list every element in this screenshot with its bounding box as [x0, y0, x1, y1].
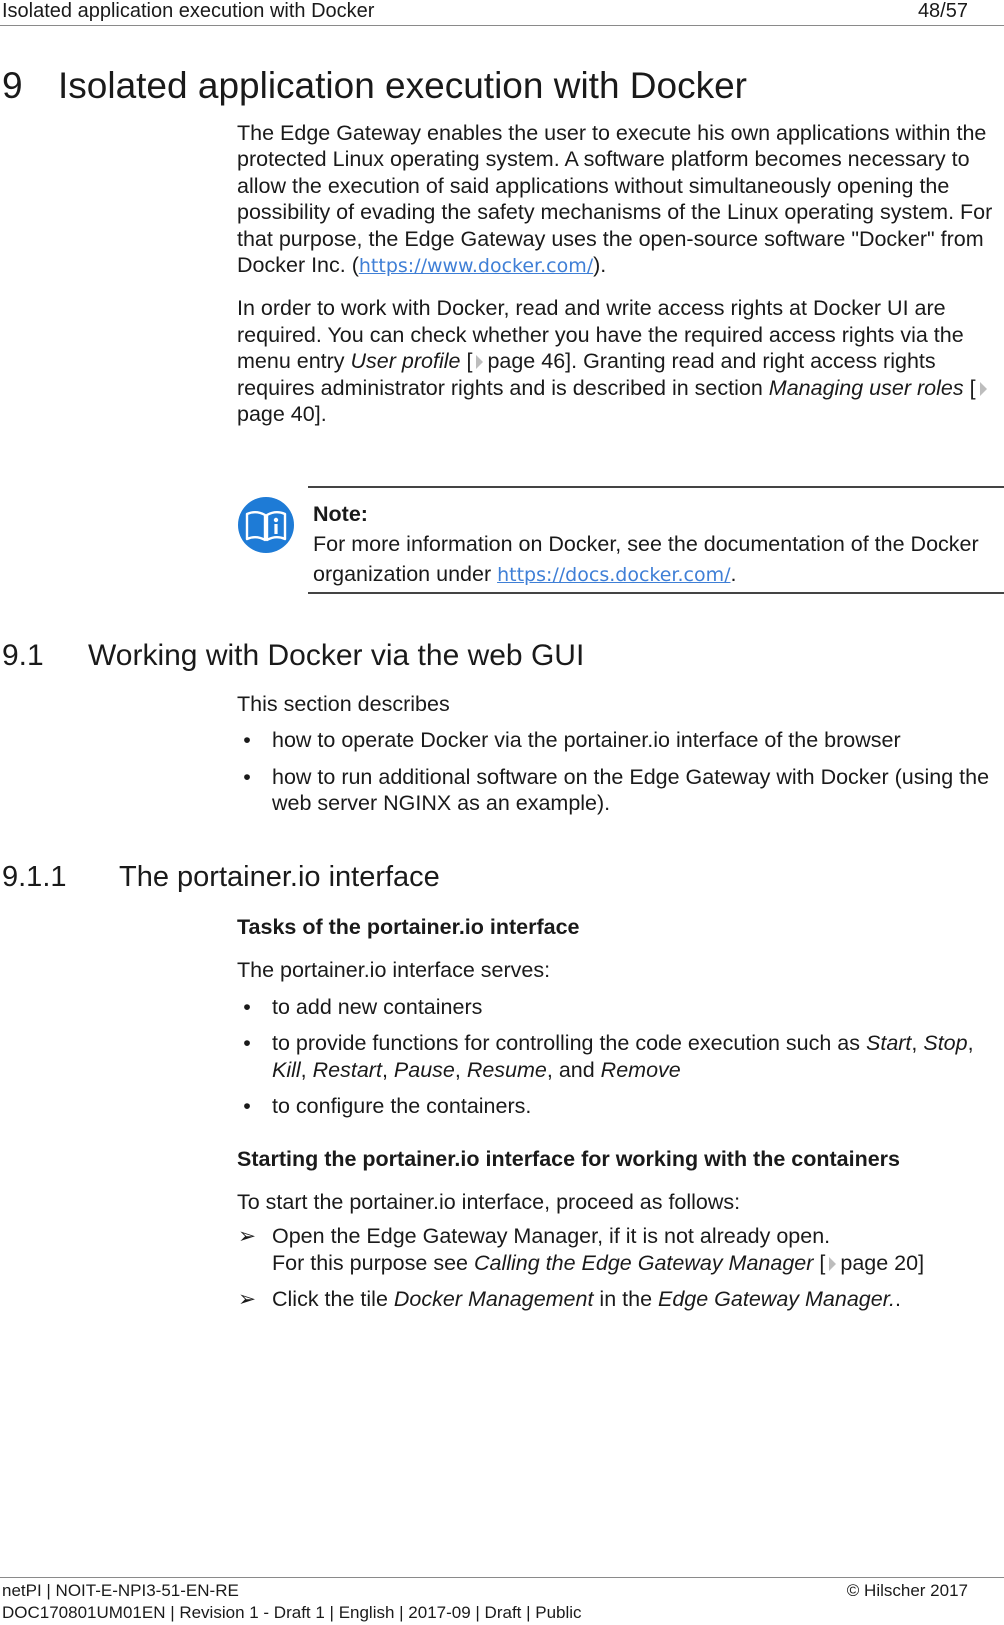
step-item	[237, 1286, 1002, 1312]
start-intro: To start the portainer.io interface, proceed as follows:	[237, 1189, 741, 1214]
section-number: 9.1	[2, 639, 44, 672]
bullet-icon: •	[243, 728, 251, 753]
section-heading	[2, 636, 584, 676]
action-stop: Stop	[923, 1031, 968, 1056]
header-rule	[0, 25, 1004, 26]
docker-management-ref: Docker Management	[393, 1287, 594, 1312]
running-header-title: Isolated application execution with Docker	[2, 0, 375, 22]
note-box	[313, 499, 1003, 590]
list-item	[237, 1093, 1002, 1119]
step-text: Click the tile	[272, 1287, 394, 1312]
footer-copyright: © Hilscher 2017	[846, 1581, 968, 1600]
action-pause: Pause	[393, 1057, 455, 1082]
step-arrow-icon: ➢	[237, 1287, 256, 1312]
docker-website-link[interactable]: https://www.docker.com/	[358, 255, 594, 278]
chapter-intro	[237, 120, 1002, 427]
action-start: Start	[866, 1031, 912, 1056]
bracket: [	[819, 1250, 826, 1275]
page-ref-arrow-icon	[829, 1257, 836, 1271]
section-title: Working with Docker via the web GUI	[88, 639, 585, 672]
list-item	[237, 727, 1002, 753]
chapter-title: Isolated application execution with Docker	[58, 65, 747, 106]
list-item-text: to provide functions for controlling the code execution such as	[272, 1031, 866, 1056]
page-ref-text[interactable]: page 46]. Granting read and right access rights requires administrator rights and is described in section	[237, 349, 936, 400]
managing-user-roles-ref[interactable]: Managing user roles	[768, 375, 964, 400]
paragraph-text: The Edge Gateway enables the user to execute his own applications within the protected Linux operating system. A software platform becomes necessary to allow the execution of said applications without simultaneously opening the possibility of evading the safety mechanisms of the Linux operating system. For that purpose, the Edge Gateway uses the open-source software "Docker" from Docker Inc. (	[237, 121, 993, 278]
steps-list	[237, 1223, 1002, 1312]
list-item-text: to add new containers	[272, 994, 483, 1019]
bullet-icon: •	[243, 1031, 251, 1056]
page-ref-text[interactable]: page 40].	[237, 402, 327, 427]
step-end: .	[895, 1287, 902, 1312]
subsection-heading	[2, 858, 440, 896]
note-body: For more information on Docker, see the documentation of the Docker organization under	[313, 532, 979, 586]
note-label: Note:	[313, 502, 368, 526]
bullet-icon: •	[243, 994, 251, 1019]
section-bullet-list	[237, 727, 1002, 816]
note-text	[313, 529, 1003, 590]
step-item	[237, 1223, 1002, 1276]
list-item-text: to configure the containers.	[272, 1094, 532, 1119]
calling-manager-ref[interactable]: Calling the Edge Gateway Manager	[473, 1250, 814, 1275]
section-intro: This section describes	[237, 692, 450, 716]
step-arrow-icon: ➢	[237, 1224, 256, 1249]
step-text: For this purpose see	[272, 1250, 474, 1275]
page-ref-arrow-icon	[980, 382, 987, 396]
bracket: [	[969, 375, 976, 400]
subsection-number: 9.1.1	[2, 861, 67, 893]
subsection-title: The portainer.io interface	[119, 861, 440, 893]
chapter-heading	[2, 64, 747, 108]
tasks-heading: Tasks of the portainer.io interface	[237, 915, 580, 939]
start-heading: Starting the portainer.io interface for working with the containers	[237, 1147, 901, 1172]
section-content	[237, 691, 1002, 817]
user-profile-ref[interactable]: User profile	[350, 349, 461, 374]
docker-docs-link[interactable]: https://docs.docker.com/	[497, 564, 731, 586]
edge-gateway-manager-ref: Edge Gateway Manager.	[658, 1287, 896, 1312]
subsection-content	[237, 914, 1002, 1312]
page-ref-text[interactable]: page 20]	[840, 1250, 925, 1275]
page-number: 48/57	[917, 0, 968, 22]
info-book-icon	[237, 496, 295, 554]
list-item-text: how to run additional software on the Edge Gateway with Docker (using the web server NGINX as an example).	[272, 764, 990, 816]
footer-rule	[0, 1577, 1004, 1578]
footer-product: netPI | NOIT-E-NPI3-51-EN-RE	[2, 1581, 239, 1600]
chapter-number: 9	[2, 65, 23, 106]
action-restart: Restart	[312, 1057, 382, 1082]
serves-text: The portainer.io interface serves:	[237, 958, 551, 983]
action-resume: Resume	[466, 1057, 547, 1082]
paragraph-end: ).	[593, 253, 607, 278]
page-ref-arrow-icon	[476, 355, 483, 369]
note-end: .	[730, 562, 737, 586]
list-item-text: , and	[546, 1057, 601, 1082]
step-text: in the	[593, 1287, 658, 1312]
bullet-icon: •	[243, 1094, 251, 1119]
action-remove: Remove	[600, 1057, 681, 1082]
note-top-rule	[308, 486, 1004, 488]
paragraph-access-rights	[237, 295, 1002, 427]
note-bottom-rule	[308, 592, 1004, 594]
paragraph-text: In order to work with Docker, read and write access rights at Docker UI are required. You can check whether you have the required access rights via the menu entry	[237, 296, 964, 374]
bracket: [	[466, 349, 473, 374]
footer-document-info: DOC170801UM01EN | Revision 1 - Draft 1 | English | 2017-09 | Draft | Public	[2, 1603, 582, 1622]
tasks-bullet-list	[237, 994, 1002, 1120]
action-kill: Kill	[272, 1057, 301, 1082]
paragraph-docker-intro	[237, 120, 1002, 279]
list-item-text: how to operate Docker via the portainer.io interface of the browser	[272, 728, 901, 753]
bullet-icon: •	[243, 764, 251, 789]
list-item	[237, 994, 1002, 1020]
step-text: Open the Edge Gateway Manager, if it is not already open.	[272, 1224, 831, 1249]
list-item: • to provide functions for controlling the code execution such as Start, Stop, Kill, Restart, Pause, Resume, and Remove	[237, 1030, 1002, 1083]
list-item	[237, 764, 1002, 817]
